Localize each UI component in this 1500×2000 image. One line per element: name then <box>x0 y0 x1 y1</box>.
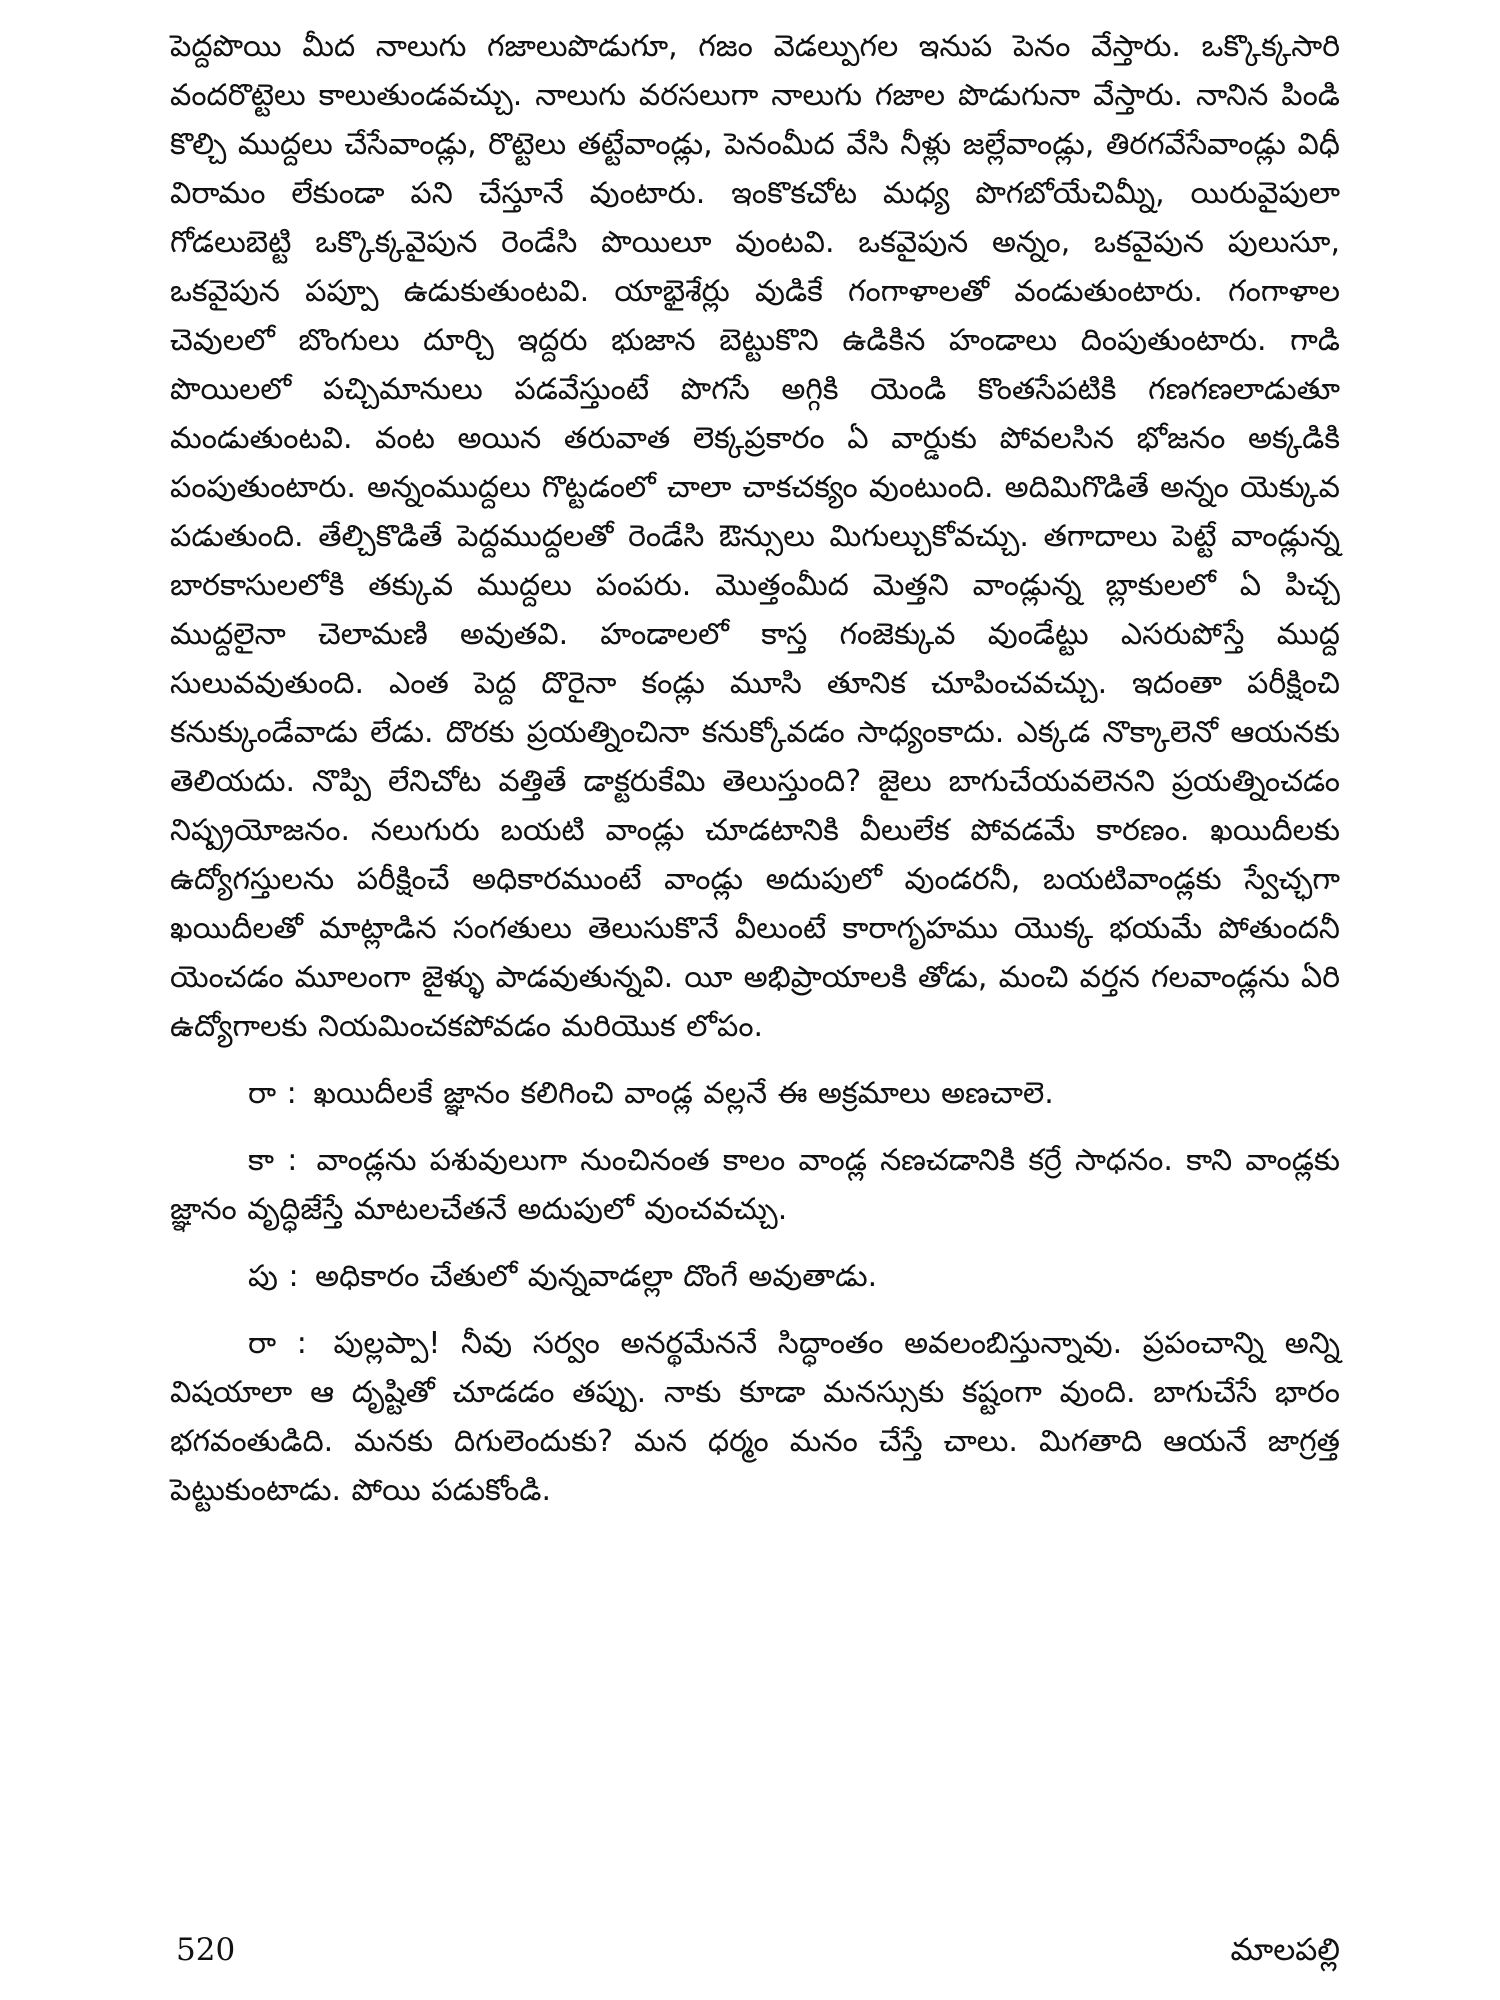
dialogue-text: అధికారం చేతులో వున్నవాడల్లా దొంగే అవుతాడు. <box>315 1259 878 1294</box>
dialogue-text: వాండ్లను పశువులుగా నుంచినంత కాలం వాండ్ల నణచడానికి కర్రే సాధనం. కాని వాండ్లకు జ్ఞానం వృద్ధిజేస్తే మాటలచేతనే అదుపులో వుంచవచ్చు. <box>170 1143 1340 1227</box>
dialogue-speaker: కా : <box>248 1143 298 1178</box>
dialogue-line <box>170 1136 1340 1234</box>
dialogue-text: పుల్లప్పా! నీవు సర్వం అనర్థమేననే సిద్ధాంతం అవలంబిస్తున్నావు. ప్రపంచాన్ని అన్ని విషయాలా ఆ దృష్టితో చూడడం తప్పు. నాకు కూడా మనస్సుకు కష్టంగా వుంది. బాగుచేసే భారం భగవంతుడిది. మనకు దిగులెందుకు? మన ధర్మం మనం చేస్తే చాలు. మిగతాది ఆయనే జాగ్రత్త పెట్టుకుంటాడు. పోయి పడుకోండి. <box>170 1326 1340 1508</box>
page-number: 520 <box>176 1932 236 1968</box>
dialogue-line <box>170 1252 1340 1301</box>
book-title: మాలపల్లి <box>1230 1932 1340 1968</box>
page-footer <box>170 1925 1340 1975</box>
dialogue-line <box>170 1319 1340 1515</box>
dialogue-speaker: రా : <box>248 1326 307 1361</box>
body-paragraph: పెద్దపొయి మీద నాలుగు గజాలుపొడుగూ, గజం వెడల్పుగల ఇనుప పెనం వేస్తారు. ఒక్కొక్కసారి వందరొట్టెలు కాలుతుండవచ్చు. నాలుగు వరసలుగా నాలుగు గజాల పొడుగునా వేస్తారు. నానిన పిండి కొల్చి ముద్దలు చేసేవాండ్లు, రొట్టెలు తట్టేవాండ్లు, పెనంమీద వేసి నీళ్లు జల్లేవాండ్లు, తిరగవేసేవాండ్లు విధీ విరామం లేకుండా పని చేస్తూనే వుంటారు. ఇంకొకచోట మధ్య పొగబోయేచిమ్నీ, యిరువైపులా గోడలుబెట్టి ఒక్కొక్కవైపున రెండేసి పొయిలూ వుంటవి. ఒకవైపున అన్నం, ఒకవైపున పులుసూ, ఒకవైపున పప్పూ ఉడుకుతుంటవి. యాభైశేర్లు వుడికే గంగాళాలతో వండుతుంటారు. గంగాళాల చెవులలో బొంగులు దూర్చి ఇద్దరు భుజాన బెట్టుకొని ఉడికిన హండాలు దింపుతుంటారు. గాడి పొయిలలో పచ్చిమానులు పడవేస్తుంటే పొగసే అగ్గికి యెండి కొంతసేపటికి గణగణలాడుతూ మండుతుంటవి. వంట అయిన తరువాత లెక్కప్రకారం ఏ వార్డుకు పోవలసిన భోజనం అక్కడికి పంపుతుంటారు. అన్నంముద్దలు గొట్టడంలో చాలా చాకచక్యం వుంటుంది. అదిమిగొడితే అన్నం యెక్కువ పడుతుంది. తేల్చికొడితే పెద్దముద్దలతో రెండేసి ఔన్సులు మిగుల్చుకోవచ్చు. తగాదాలు పెట్టే వాండ్లున్న బారకాసులలోకి తక్కువ ముద్దలు పంపరు. మొత్తంమీద మెత్తని వాండ్లున్న బ్లాకులలో ఏ పిచ్చ ముద్దలైనా చెలామణి అవుతవి. హండాలలో కాస్త గంజెక్కువ వుండేట్టు ఎసరుపోస్తే ముద్ద సులువవుతుంది. ఎంత పెద్ద దొరైనా కండ్లు మూసి తూనిక చూపించవచ్చు. ఇదంతా పరీక్షించి కనుక్కుండేవాడు లేడు. దొరకు ప్రయత్నించినా కనుక్కోవడం సాధ్యంకాదు. ఎక్కడ నొక్కాలెనో ఆయనకు తెలియదు. నొప్పి లేనిచోట వత్తితే డాక్టరుకేమి తెలుస్తుంది? జైలు బాగుచేయవలెనని ప్రయత్నించడం నిష్ప్రయోజనం. నలుగురు బయటి వాండ్లు చూడటానికి వీలులేక పోవడమే కారణం. ఖయిదీలకు ఉద్యోగస్తులను పరీక్షించే అధికారముంటే వాండ్లు అదుపులో వుండరనీ, బయటివాండ్లకు స్వేచ్ఛగా ఖయిదీలతో మాట్లాడిన సంగతులు తెలుసుకొనే వీలుంటే కారాగృహము యొక్క భయమే పోతుందనీ యెంచడం మూలంగా జైళ్ళు పాడవుతున్నవి. యీ అభిప్రాయాలకి తోడు, మంచి వర్తన గలవాండ్లను ఏరి ఉద్యోగాలకు నియమించకపోవడం మరియొక లోపం. <box>170 29 1340 1044</box>
page-body <box>170 22 1340 1515</box>
dialogue-line <box>170 1069 1340 1118</box>
dialogue-speaker: పు : <box>248 1259 299 1294</box>
dialogue-speaker: రా : <box>248 1076 297 1111</box>
dialogue-text: ఖయిదీలకే జ్ఞానం కలిగించి వాండ్ల వల్లనే ఈ అక్రమాలు అణచాలె. <box>313 1076 1054 1111</box>
